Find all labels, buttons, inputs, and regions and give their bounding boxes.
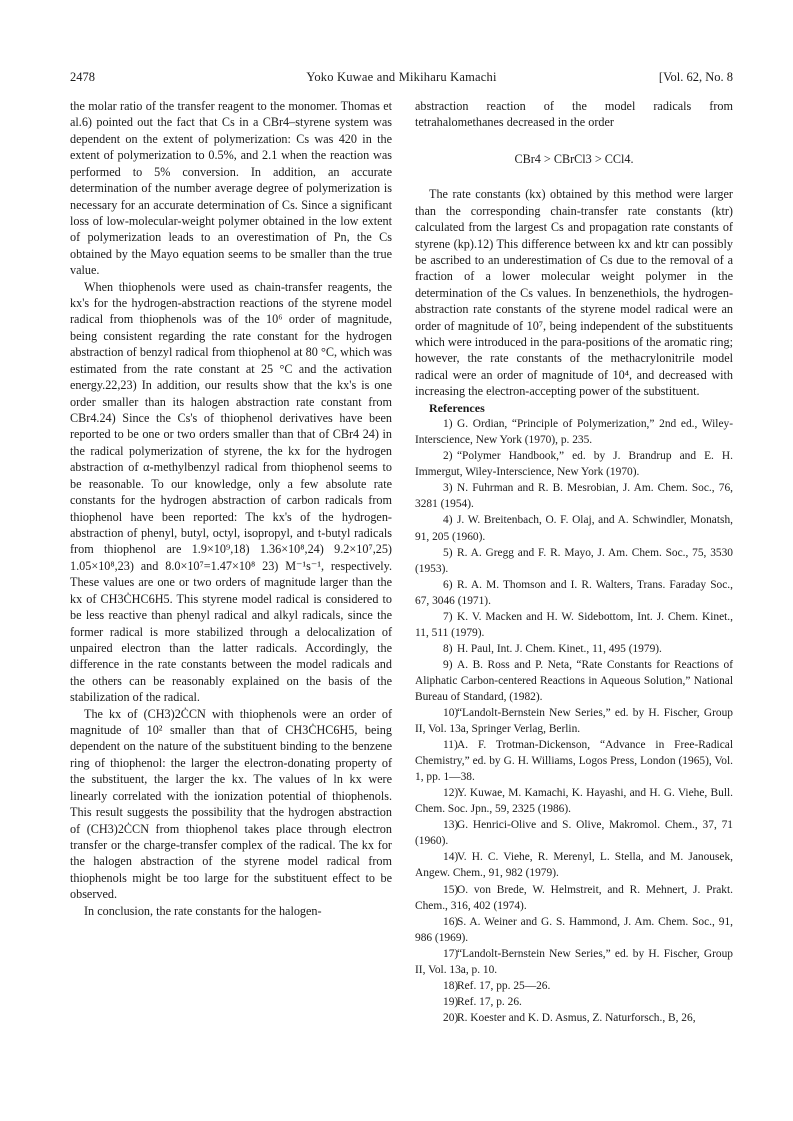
reference-number: 4) xyxy=(443,514,453,527)
references-list xyxy=(415,416,733,1026)
reference-number: 16) xyxy=(443,915,459,928)
running-authors: Yoko Kuwae and Mikiharu Kamachi xyxy=(306,70,497,84)
reference-text: G. Henrici-Olive and S. Olive, Makromol. Chem., 37, 71 (1960). xyxy=(415,819,733,848)
reference-number: 15) xyxy=(443,883,459,896)
reference-item xyxy=(415,737,733,785)
reference-item xyxy=(415,609,733,641)
reference-number: 12) xyxy=(443,787,459,800)
reference-item xyxy=(415,641,733,657)
reference-number: 19) xyxy=(443,995,459,1008)
body-paragraph: The rate constants (kx) obtained by this method were larger than the corresponding chain-transfer rate constants (ktr) calculated from the largest Cs and propagation rate constants of styrene (kp).12) This difference between kx and ktr can possibly be ascribed to an underestimation of Cs due to the removal of a fraction of a lower molecular weight polymer in the determination of the Cs values. In benzenethiols, the hydrogen-abstraction rate constants of the styrene model radical were an order of magnitude of 10⁷, being independent of the substituents which were introduced in the para-positions of the aromatic ring; however, the rate constants of the methacrylonitrile model radical were an order of magnitude of 10⁴, and decreased with increasing the electron-accepting power of the substituent. xyxy=(415,187,733,399)
reference-number: 3) xyxy=(443,482,453,495)
reference-number: 17) xyxy=(443,947,459,960)
reactivity-order-formula: CBr4 > CBrCl3 > CCl4. xyxy=(514,151,634,166)
reference-text: G. Ordian, “Principle of Polymerization,” 2nd ed., Wiley-Interscience, New York (1970), p. 235. xyxy=(415,418,733,447)
reference-text: Y. Kuwae, M. Kamachi, K. Hayashi, and H. G. Viehe, Bull. Chem. Soc. Jpn., 59, 2325 (1986). xyxy=(415,787,733,816)
reference-item xyxy=(415,545,733,577)
reference-number: 11) xyxy=(443,739,458,752)
reference-text: K. V. Macken and H. W. Sidebottom, Int. J. Chem. Kinet., 11, 511 (1979). xyxy=(415,610,733,639)
reference-text: “Polymer Handbook,” ed. by J. Brandrup and E. H. Immergut, Wiley-Interscience, New York (1970). xyxy=(415,450,733,479)
reference-item xyxy=(415,978,733,994)
reference-item xyxy=(415,785,733,817)
references-heading: References xyxy=(429,400,485,415)
reference-item xyxy=(415,480,733,512)
reference-text: Ref. 17, p. 26. xyxy=(457,995,522,1008)
reference-item xyxy=(415,657,733,705)
reference-text: O. von Brede, W. Helmstreit, and R. Mehnert, J. Prakt. Chem., 316, 402 (1974). xyxy=(415,883,733,912)
reference-text: S. A. Weiner and G. S. Hammond, J. Am. Chem. Soc., 91, 986 (1969). xyxy=(415,915,733,944)
body-paragraph: the molar ratio of the transfer reagent to the monomer. Thomas et al.6) pointed out the fact that Cs in a CBr4–styrene system was dependent on the extent of polymerization: Cs was 420 in the extent of polymerization to 0.5%, and 2.1 when the reaction was performed to 5% conversion. In addition, an accurate determination of the number average degree of polymerization is necessary for an accurate determination of Cs. Since a significant loss of low-molecular-weight polymer obtained in the low extent of polymerization leads to an overestimation of Pn, the Cs obtained by the Mayo equation seems to be smaller than the true value. xyxy=(70,99,392,278)
reference-text: H. Paul, Int. J. Chem. Kinet., 11, 495 (1979). xyxy=(457,642,662,655)
reference-text: A. B. Ross and P. Neta, “Rate Constants for Reactions of Aliphatic Carbon-centered Reactions in Aqueous Solution,” National Bureau of Standard, (1982). xyxy=(415,658,733,703)
reference-item xyxy=(415,1010,733,1026)
reference-number: 5) xyxy=(443,546,453,559)
reference-text: A. F. Trotman-Dickenson, “Advance in Free-Radical Chemistry,” ed. by G. H. Williams, Logos Press, London (1965), Vol. 1, pp. 1—38. xyxy=(415,739,733,784)
reference-text: V. H. C. Viehe, R. Merenyl, L. Stella, and M. Janousek, Angew. Chem., 91, 982 (1979). xyxy=(415,851,733,880)
reference-text: “Landolt-Bernstein New Series,” ed. by H. Fischer, Group II, Vol. 13a, Springer Verlag, Berlin. xyxy=(415,707,733,736)
running-header xyxy=(70,68,733,86)
reference-number: 2) xyxy=(443,450,453,463)
reference-number: 20) xyxy=(443,1011,459,1024)
reference-text: R. Koester and K. D. Asmus, Z. Naturforsch., B, 26, xyxy=(457,1011,696,1024)
reference-text: J. W. Breitenbach, O. F. Olaj, and A. Schwindler, Monatsh, 91, 205 (1960). xyxy=(415,514,733,543)
body-paragraph: abstraction reaction of the model radicals from tetrahalomethanes decreased in the order xyxy=(415,99,733,130)
body-paragraph: When thiophenols were used as chain-transfer reagents, the kx's for the hydrogen-abstraction reactions of the styrene model radical from thiophenols was of the 10⁶ order of magnitude, being consistent regarding the rate constant for the hydrogen abstraction of benzyl radical from thiophenol at 80 °C, which was estimated from the rate constant at 25 °C and the activation energy.22,23) In addition, our results show that the kx's is one order smaller than its halogen abstraction rate constant from CBr4.24) Since the Cs's of thiophenol derivatives have been reported to be one or two orders smaller than that of CBr4 24) in the radical polymerization of styrene, the kx for the hydrogen abstraction of α-methylbenzyl radical from thiophenol seems to be reasonable. To our knowledge, only a few absolute rate constants for the hydrogen abstraction of carbon radicals from thiophenol have been reported: The kx's of the hydrogen-abstraction of phenyl, butyl, octyl, isopropyl, and t-butyl radicals from thiophenol are 1.9×10⁹,18) 1.36×10⁸,24) 9.2×10⁷,25) 1.05×10⁸,23) and 8.0×10⁷=1.47×10⁸ 23) M⁻¹s⁻¹, respectively. These values are one or two orders of magnitude larger than the kx of CH3ĊHC6H5. This styrene model radical is considered to be less reactive than phenyl radical and alkyl radicals, since the former radical is more stabilized through a delocalization of unpaired electron than the latter radicals. Accordingly, the difference in the rate constants between the model radicals and the others can be reasonably explained on the basis of the stabilization of the radical. xyxy=(70,279,392,705)
reference-item xyxy=(415,705,733,737)
reference-text: R. A. Gregg and F. R. Mayo, J. Am. Chem. Soc., 75, 3530 (1953). xyxy=(415,546,733,575)
reference-number: 7) xyxy=(443,610,453,623)
reference-number: 8) xyxy=(443,642,453,655)
page-number: 2478 xyxy=(70,70,95,84)
reference-item xyxy=(415,512,733,544)
reference-number: 13) xyxy=(443,819,459,832)
left-column xyxy=(70,98,392,919)
reference-item xyxy=(415,849,733,881)
reference-item xyxy=(415,448,733,480)
volume-issue: [Vol. 62, No. 8 xyxy=(658,70,733,84)
reference-item xyxy=(415,946,733,978)
reference-text: “Landolt-Bernstein New Series,” ed. by H. Fischer, Group II, Vol. 13a, p. 10. xyxy=(415,947,733,976)
reference-text: Ref. 17, pp. 25—26. xyxy=(457,979,551,992)
body-paragraph: In conclusion, the rate constants for the halogen- xyxy=(84,903,322,918)
body-paragraph: The kx of (CH3)2ĊCN with thiophenols were an order of magnitude of 10² smaller than that of CH3ĊHC6H5, being dependent on the nature of the substituent binding to the benzene ring of thiophenol: the larger the electron-donating property of the substituent, the larger the kx. The values of ln kx were linearly correlated with the ionization potential of thiophenols. This result suggests the possibility that the hydrogen abstraction of (CH3)2ĊCN from thiophenol takes place through electron transfer or the charge-transfer complex of the radical. The kx for the halogen abstraction of the styrene model radical from thiophenols might be too large for the substituent effect to be observed. xyxy=(70,706,392,902)
reference-number: 6) xyxy=(443,578,453,591)
right-column xyxy=(415,98,733,1026)
reference-text: R. A. M. Thomson and I. R. Walters, Trans. Faraday Soc., 67, 3046 (1971). xyxy=(415,578,733,607)
reference-item xyxy=(415,914,733,946)
reference-number: 18) xyxy=(443,979,459,992)
reference-item xyxy=(415,817,733,849)
reference-number: 9) xyxy=(443,658,453,671)
reference-number: 14) xyxy=(443,851,459,864)
reference-number: 1) xyxy=(443,418,453,431)
reference-item xyxy=(415,416,733,448)
reference-item xyxy=(415,577,733,609)
reference-number: 10) xyxy=(443,707,459,720)
reference-item xyxy=(415,882,733,914)
reference-item xyxy=(415,994,733,1010)
reference-text: N. Fuhrman and R. B. Mesrobian, J. Am. Chem. Soc., 76, 3281 (1954). xyxy=(415,482,733,511)
